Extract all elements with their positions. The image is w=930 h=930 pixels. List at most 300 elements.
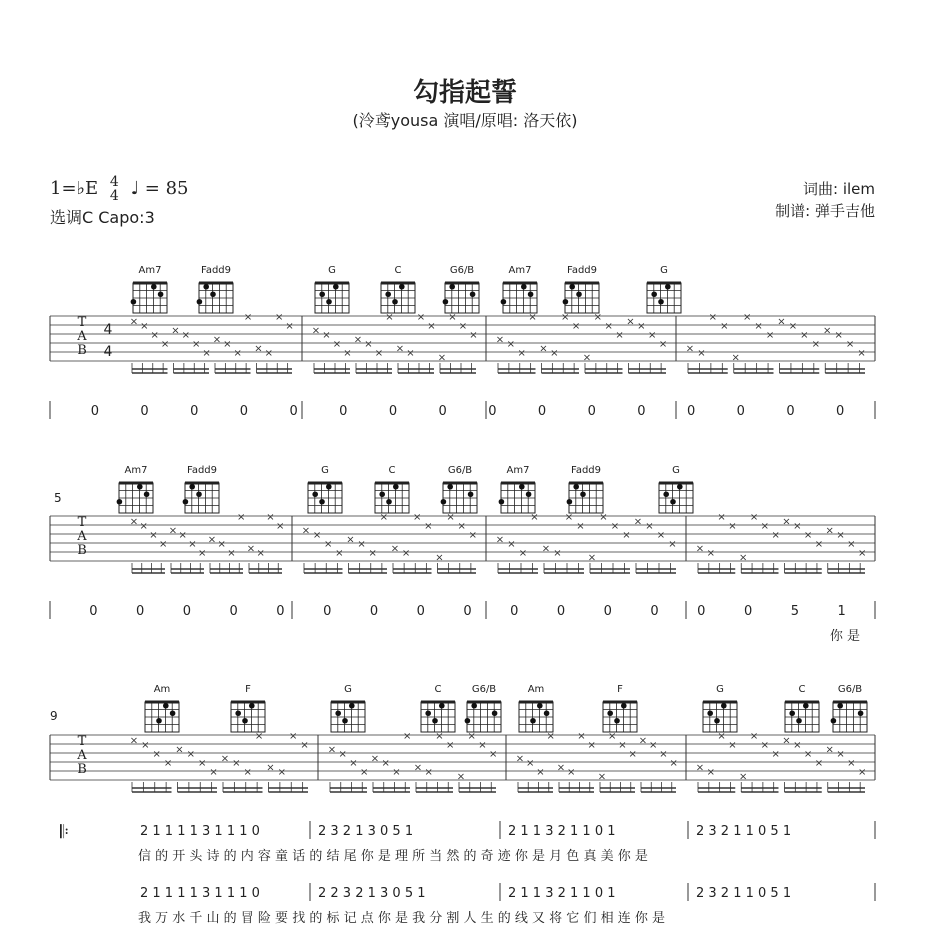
note-x-mark: × bbox=[739, 552, 748, 564]
tab-clef-letter: T bbox=[77, 515, 87, 530]
note-x-mark: × bbox=[628, 749, 637, 760]
note-x-mark: × bbox=[243, 312, 253, 323]
finger-dot bbox=[170, 710, 176, 716]
finger-dot bbox=[468, 491, 474, 497]
chord-name: Am7 bbox=[124, 465, 148, 476]
note-x-mark: × bbox=[582, 352, 592, 364]
finger-dot bbox=[326, 299, 332, 305]
note-x-mark: × bbox=[332, 339, 342, 350]
chord-name: G bbox=[328, 265, 336, 276]
finger-dot bbox=[385, 291, 391, 297]
note-x-mark: × bbox=[649, 740, 658, 751]
note-x-mark: × bbox=[129, 735, 139, 747]
chord-diagram bbox=[183, 483, 219, 513]
verse2-notes: 2 1 1 3 2 1 1 0 1 bbox=[508, 886, 616, 901]
note-x-mark: × bbox=[427, 321, 436, 332]
chord-name: C bbox=[388, 465, 396, 476]
chord-name: Am bbox=[153, 684, 171, 695]
chord-diagram bbox=[603, 702, 637, 732]
finger-dot bbox=[521, 284, 527, 290]
note-x-mark: × bbox=[685, 343, 695, 355]
note-x-mark: × bbox=[266, 762, 275, 774]
verse2-notes: 2 3 2 1 1 0 5 1 bbox=[696, 886, 792, 901]
note-x-mark: × bbox=[576, 521, 585, 532]
chord-name: Fadd9 bbox=[200, 265, 232, 276]
note-x-mark: × bbox=[615, 330, 624, 341]
chord-diagram bbox=[519, 702, 553, 732]
finger-dot bbox=[349, 703, 355, 709]
note-x-mark: × bbox=[539, 343, 548, 355]
note-x-mark: × bbox=[754, 321, 763, 332]
finger-dot bbox=[714, 718, 720, 724]
finger-dot bbox=[789, 710, 795, 716]
note-x-mark: × bbox=[160, 339, 170, 350]
note-x-mark: × bbox=[777, 316, 786, 328]
time-sig-top: 4 bbox=[109, 174, 119, 190]
finger-dot bbox=[393, 484, 399, 490]
note-x-mark: × bbox=[788, 321, 798, 332]
note-x-mark: × bbox=[695, 762, 705, 774]
note-x-mark: × bbox=[720, 321, 729, 332]
note-x-mark: × bbox=[645, 521, 654, 532]
note-x-mark: × bbox=[403, 731, 412, 742]
song-subtitle: (泠鸢yousa 演唱/原唱: 洛天依) bbox=[352, 111, 578, 130]
note-x-mark: × bbox=[424, 521, 433, 532]
jianpu-note: 0 bbox=[556, 604, 566, 619]
note-x-mark: × bbox=[550, 348, 559, 359]
note-x-mark: × bbox=[669, 758, 678, 769]
note-x-mark: × bbox=[349, 758, 358, 769]
verse1-notes: 2 3 2 1 1 0 5 1 bbox=[696, 824, 792, 839]
jianpu-note: 0 bbox=[786, 404, 795, 419]
chord-diagram bbox=[703, 702, 737, 732]
chord-name: C bbox=[798, 684, 806, 695]
note-x-mark: × bbox=[346, 534, 355, 546]
note-x-mark: × bbox=[152, 749, 161, 760]
note-x-mark: × bbox=[814, 758, 824, 769]
note-x-mark: × bbox=[541, 543, 551, 555]
note-x-mark: × bbox=[413, 762, 423, 774]
note-x-mark: × bbox=[264, 348, 274, 359]
chord-diagram bbox=[501, 283, 537, 313]
note-x-mark: × bbox=[811, 339, 821, 350]
note-x-mark: × bbox=[312, 530, 322, 541]
chord-diagram bbox=[197, 283, 233, 313]
finger-dot bbox=[470, 291, 476, 297]
chord-name: Am7 bbox=[508, 265, 532, 276]
note-x-mark: × bbox=[435, 552, 444, 564]
jianpu-note: 0 bbox=[637, 404, 646, 419]
tab-clef-letter: B bbox=[77, 343, 87, 358]
note-x-mark: × bbox=[392, 767, 401, 778]
tab-clef-letter: A bbox=[77, 529, 87, 544]
note-x-mark: × bbox=[638, 735, 648, 747]
note-x-mark: × bbox=[803, 530, 813, 541]
chord-diagram bbox=[331, 702, 365, 732]
note-x-mark: × bbox=[668, 539, 677, 550]
note-x-mark: × bbox=[793, 521, 802, 532]
note-x-mark: × bbox=[140, 321, 149, 332]
note-x-mark: × bbox=[749, 512, 759, 523]
note-x-mark: × bbox=[188, 539, 197, 550]
finger-dot bbox=[796, 718, 802, 724]
finger-dot bbox=[399, 284, 405, 290]
note-x-mark: × bbox=[571, 321, 581, 332]
note-x-mark: × bbox=[659, 749, 668, 760]
key-signature: 1=♭E bbox=[50, 178, 99, 199]
finger-dot bbox=[131, 299, 137, 305]
note-x-mark: × bbox=[275, 312, 284, 323]
finger-dot bbox=[203, 284, 209, 290]
note-x-mark: × bbox=[760, 740, 770, 751]
note-x-mark: × bbox=[587, 552, 597, 564]
note-x-mark: × bbox=[706, 548, 716, 559]
finger-dot bbox=[335, 710, 341, 716]
finger-dot bbox=[665, 284, 671, 290]
note-x-mark: × bbox=[209, 767, 218, 778]
note-x-mark: × bbox=[608, 731, 617, 742]
song-title: 勾指起誓 bbox=[412, 78, 517, 108]
note-x-mark: × bbox=[637, 321, 646, 332]
jianpu-note: 0 bbox=[190, 404, 199, 419]
note-x-mark: × bbox=[526, 758, 535, 769]
note-x-mark: × bbox=[202, 348, 211, 359]
verse1-notes: 2 1 1 3 2 1 1 0 1 bbox=[508, 824, 616, 839]
note-x-mark: × bbox=[530, 512, 539, 523]
finger-dot bbox=[573, 484, 579, 490]
finger-dot bbox=[837, 703, 843, 709]
finger-dot bbox=[526, 491, 532, 497]
note-x-mark: × bbox=[577, 731, 586, 742]
verse2-notes: 2 1 1 1 1 3 1 1 1 0 bbox=[140, 886, 260, 901]
note-x-mark: × bbox=[311, 325, 321, 337]
measure-number: 5 bbox=[54, 491, 62, 505]
note-x-mark: × bbox=[395, 343, 405, 355]
note-x-mark: × bbox=[416, 312, 426, 323]
finger-dot bbox=[197, 299, 203, 305]
finger-dot bbox=[312, 491, 318, 497]
finger-dot bbox=[449, 284, 455, 290]
note-x-mark: × bbox=[506, 339, 516, 350]
jianpu-note: 0 bbox=[416, 604, 425, 619]
note-x-mark: × bbox=[198, 548, 207, 559]
jianpu-note: 0 bbox=[182, 604, 192, 619]
note-x-mark: × bbox=[604, 321, 613, 332]
finger-dot bbox=[677, 484, 683, 490]
finger-dot bbox=[242, 718, 248, 724]
note-x-mark: × bbox=[159, 539, 168, 550]
note-x-mark: × bbox=[401, 548, 411, 559]
chord-name: C bbox=[394, 265, 402, 276]
finger-dot bbox=[707, 710, 713, 716]
note-x-mark: × bbox=[353, 334, 363, 346]
finger-dot bbox=[651, 291, 657, 297]
jianpu-note: 0 bbox=[587, 404, 596, 419]
note-x-mark: × bbox=[495, 534, 505, 546]
note-x-mark: × bbox=[648, 330, 657, 341]
finger-dot bbox=[144, 491, 150, 497]
note-x-mark: × bbox=[360, 767, 369, 778]
finger-dot bbox=[607, 710, 613, 716]
note-x-mark: × bbox=[507, 539, 516, 550]
arranger-credit: 制谱: 弹手吉他 bbox=[775, 202, 875, 220]
tab-time-sig-bottom: 4 bbox=[103, 344, 113, 360]
finger-dot bbox=[443, 299, 449, 305]
finger-dot bbox=[319, 291, 325, 297]
measure-number: 9 bbox=[50, 709, 58, 723]
note-x-mark: × bbox=[322, 330, 331, 341]
jianpu-note: 0 bbox=[736, 404, 745, 419]
note-x-mark: × bbox=[658, 339, 668, 350]
note-x-mark: × bbox=[243, 767, 252, 778]
note-x-mark: × bbox=[760, 521, 770, 532]
finger-dot bbox=[563, 299, 569, 305]
note-x-mark: × bbox=[556, 762, 566, 774]
finger-dot bbox=[137, 484, 143, 490]
note-x-mark: × bbox=[825, 744, 834, 756]
note-x-mark: × bbox=[178, 530, 187, 541]
note-x-mark: × bbox=[546, 731, 555, 742]
finger-dot bbox=[447, 484, 453, 490]
finger-dot bbox=[183, 499, 189, 505]
note-x-mark: × bbox=[163, 758, 173, 769]
verse1-notes: 2 3 2 1 3 0 5 1 bbox=[318, 824, 414, 839]
finger-dot bbox=[319, 499, 325, 505]
note-x-mark: × bbox=[233, 348, 242, 359]
note-x-mark: × bbox=[564, 512, 574, 523]
note-x-mark: × bbox=[467, 731, 476, 742]
finger-dot bbox=[530, 718, 536, 724]
finger-dot bbox=[432, 718, 438, 724]
chord-name: Am7 bbox=[138, 265, 162, 276]
note-x-mark: × bbox=[370, 753, 380, 765]
note-x-mark: × bbox=[717, 512, 726, 523]
jianpu-note: 0 bbox=[239, 404, 249, 419]
finger-dot bbox=[831, 718, 837, 724]
note-x-mark: × bbox=[587, 740, 596, 751]
chord-diagram bbox=[647, 283, 681, 313]
lyric-line: 你 是 bbox=[829, 629, 861, 644]
finger-dot bbox=[499, 499, 505, 505]
note-x-mark: × bbox=[517, 348, 526, 359]
note-x-mark: × bbox=[327, 744, 337, 756]
jianpu-note: 0 bbox=[229, 604, 238, 619]
finger-dot bbox=[439, 703, 445, 709]
verse1-lyrics: 信 的 开 头 诗 的 内 容 童 话 的 结 尾 你 是 理 所 当 然 的 奇 迹 你 是 月 色 真 美 你 是 bbox=[138, 849, 648, 864]
repeat-sign: 𝄆 bbox=[60, 822, 69, 843]
note-x-mark: × bbox=[212, 334, 222, 346]
note-x-mark: × bbox=[338, 749, 347, 760]
note-x-mark: × bbox=[803, 749, 813, 760]
note-x-mark: × bbox=[528, 312, 537, 323]
chord-diagram bbox=[443, 283, 479, 313]
note-x-mark: × bbox=[364, 339, 373, 350]
chord-name: G6/B bbox=[449, 265, 475, 276]
chord-name: Am7 bbox=[506, 465, 530, 476]
chord-name: G bbox=[716, 684, 724, 695]
note-x-mark: × bbox=[782, 516, 791, 528]
tab-time-sig-top: 4 bbox=[103, 322, 113, 338]
note-x-mark: × bbox=[728, 521, 737, 532]
note-x-mark: × bbox=[857, 348, 866, 359]
note-x-mark: × bbox=[622, 530, 631, 541]
finger-dot bbox=[501, 299, 507, 305]
finger-dot bbox=[386, 499, 392, 505]
note-x-mark: × bbox=[129, 316, 139, 328]
chord-name: Fadd9 bbox=[186, 465, 218, 476]
note-x-mark: × bbox=[256, 548, 265, 559]
chord-diagram bbox=[231, 702, 265, 732]
note-x-mark: × bbox=[845, 339, 855, 350]
chord-name: G bbox=[660, 265, 668, 276]
finger-dot bbox=[569, 284, 575, 290]
note-x-mark: × bbox=[695, 543, 705, 555]
jianpu-note: 0 bbox=[140, 404, 149, 419]
chord-diagram bbox=[831, 702, 867, 732]
chord-diagram bbox=[659, 483, 693, 513]
finger-dot bbox=[189, 484, 195, 490]
finger-dot bbox=[333, 284, 339, 290]
tab-clef-letter: T bbox=[77, 734, 87, 749]
finger-dot bbox=[576, 291, 582, 297]
note-x-mark: × bbox=[254, 731, 264, 742]
note-x-mark: × bbox=[495, 334, 505, 346]
note-x-mark: × bbox=[446, 512, 455, 523]
finger-dot bbox=[425, 710, 431, 716]
note-x-mark: × bbox=[717, 731, 726, 742]
chord-diagram bbox=[421, 702, 455, 732]
chord-diagram bbox=[145, 702, 179, 732]
chord-diagram bbox=[117, 483, 153, 513]
jianpu-note: 0 bbox=[743, 604, 753, 619]
finger-dot bbox=[379, 491, 385, 497]
finger-dot bbox=[580, 491, 586, 497]
finger-dot bbox=[465, 718, 471, 724]
note-x-mark: × bbox=[610, 521, 620, 532]
jianpu-note: 0 bbox=[289, 404, 298, 419]
note-x-mark: × bbox=[782, 735, 791, 747]
chord-name: G6/B bbox=[471, 684, 497, 695]
note-x-mark: × bbox=[150, 330, 159, 341]
finger-dot bbox=[326, 484, 332, 490]
jianpu-note: 0 bbox=[686, 404, 696, 419]
note-x-mark: × bbox=[217, 539, 226, 550]
note-x-mark: × bbox=[406, 348, 415, 359]
verse2-notes: 2 2 3 2 1 3 0 5 1 bbox=[318, 886, 426, 901]
note-x-mark: × bbox=[847, 758, 856, 769]
note-x-mark: × bbox=[708, 312, 718, 323]
note-x-mark: × bbox=[301, 525, 311, 537]
tab-clef-letter: A bbox=[77, 748, 87, 763]
note-x-mark: × bbox=[771, 749, 780, 760]
finger-dot bbox=[621, 703, 627, 709]
note-x-mark: × bbox=[633, 516, 643, 528]
finger-dot bbox=[117, 499, 123, 505]
note-x-mark: × bbox=[289, 731, 298, 742]
note-x-mark: × bbox=[227, 548, 236, 559]
chord-name: G6/B bbox=[837, 684, 863, 695]
note-x-mark: × bbox=[847, 539, 856, 550]
note-x-mark: × bbox=[697, 348, 706, 359]
note-x-mark: × bbox=[825, 525, 834, 537]
jianpu-note: 0 bbox=[510, 604, 519, 619]
note-x-mark: × bbox=[335, 548, 344, 559]
note-x-mark: × bbox=[458, 321, 468, 332]
tab-clef-letter: B bbox=[77, 762, 87, 777]
note-x-mark: × bbox=[277, 767, 287, 778]
finger-dot bbox=[392, 299, 398, 305]
finger-dot bbox=[156, 718, 162, 724]
chord-name: F bbox=[245, 684, 251, 695]
note-x-mark: × bbox=[468, 530, 478, 541]
note-x-mark: × bbox=[379, 512, 389, 523]
note-x-mark: × bbox=[567, 767, 576, 778]
jianpu-note: 0 bbox=[323, 604, 332, 619]
note-x-mark: × bbox=[656, 530, 666, 541]
chord-name: F bbox=[617, 684, 623, 695]
note-x-mark: × bbox=[237, 512, 246, 523]
note-x-mark: × bbox=[285, 321, 294, 332]
note-x-mark: × bbox=[515, 753, 525, 765]
finger-dot bbox=[537, 703, 543, 709]
jianpu-note: 0 bbox=[836, 404, 845, 419]
note-x-mark: × bbox=[597, 771, 607, 783]
chord-diagram bbox=[567, 483, 603, 513]
note-x-mark: × bbox=[489, 749, 498, 760]
jianpu-note: 0 bbox=[388, 404, 398, 419]
jianpu-note: 0 bbox=[136, 604, 145, 619]
finger-dot bbox=[249, 703, 255, 709]
chord-diagram bbox=[441, 483, 477, 513]
note-x-mark: × bbox=[448, 312, 457, 323]
note-x-mark: × bbox=[381, 758, 390, 769]
chord-name: G6/B bbox=[447, 465, 473, 476]
finger-dot bbox=[158, 291, 164, 297]
note-x-mark: × bbox=[276, 521, 285, 532]
note-x-mark: × bbox=[793, 740, 802, 751]
jianpu-note: 1 bbox=[837, 604, 846, 619]
jianpu-note: 0 bbox=[603, 604, 612, 619]
note-x-mark: × bbox=[424, 767, 433, 778]
note-x-mark: × bbox=[175, 744, 184, 756]
jianpu-note: 0 bbox=[650, 604, 659, 619]
note-x-mark: × bbox=[814, 539, 824, 550]
note-x-mark: × bbox=[139, 521, 148, 532]
note-x-mark: × bbox=[413, 512, 422, 523]
note-x-mark: × bbox=[836, 530, 845, 541]
finger-dot bbox=[544, 710, 550, 716]
note-x-mark: × bbox=[836, 749, 845, 760]
chord-diagram bbox=[131, 283, 167, 313]
finger-dot bbox=[721, 703, 727, 709]
note-x-mark: × bbox=[857, 767, 867, 778]
note-x-mark: × bbox=[739, 771, 748, 783]
note-x-mark: × bbox=[324, 539, 333, 550]
finger-dot bbox=[163, 703, 169, 709]
note-x-mark: × bbox=[599, 512, 608, 523]
jianpu-note: 5 bbox=[790, 604, 799, 619]
note-x-mark: × bbox=[266, 512, 275, 523]
note-x-mark: × bbox=[390, 543, 400, 555]
time-sig-bottom: 4 bbox=[109, 188, 119, 204]
note-x-mark: × bbox=[765, 330, 775, 341]
note-x-mark: × bbox=[749, 731, 759, 742]
note-x-mark: × bbox=[446, 740, 455, 751]
lyricist-credit: 词曲: ilem bbox=[803, 180, 875, 198]
finger-dot bbox=[658, 299, 664, 305]
note-x-mark: × bbox=[374, 348, 384, 359]
note-x-mark: × bbox=[357, 539, 366, 550]
